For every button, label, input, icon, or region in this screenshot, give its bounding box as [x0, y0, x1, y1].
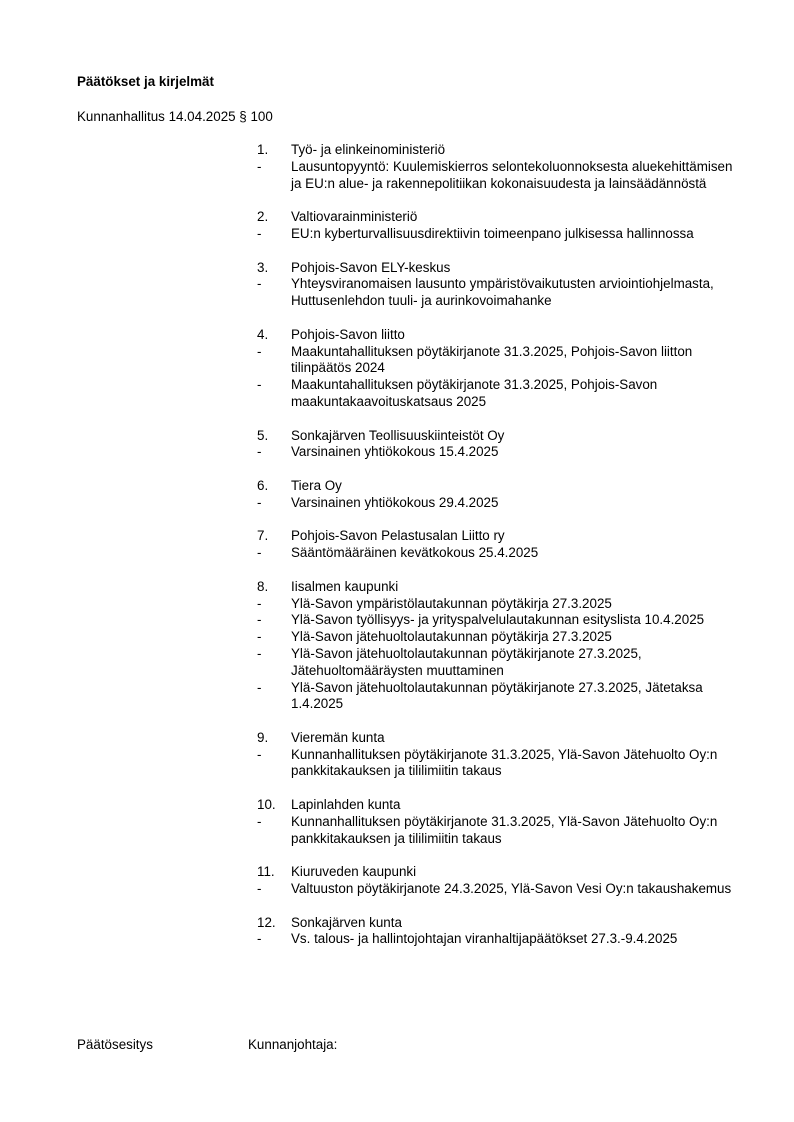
list-item-organization: Valtiovarainministeriö: [291, 209, 418, 225]
list-item: [257, 428, 737, 462]
bullet-dash: -: [257, 813, 262, 829]
list-subitem-text: Ylä-Savon ympäristölautakunnan pöytäkirja 27.3.2025: [291, 595, 612, 611]
list-item-organization: Iisalmen kaupunki: [291, 578, 399, 594]
bullet-dash: -: [257, 343, 262, 359]
list-subitem-text: Yhteysviranomaisen lausunto ympäristövaikutusten arviointiohjelmasta, Huttusenlehdon tuuli- ja aurinkovoimahanke: [291, 276, 714, 309]
list-item: [257, 579, 737, 713]
meeting-reference: Kunnanhallitus 14.04.2025 § 100: [77, 109, 273, 124]
list-item-organization: Vieremän kunta: [291, 729, 385, 745]
bullet-dash: -: [257, 629, 262, 645]
bullet-dash: -: [257, 494, 262, 510]
list-item: [257, 209, 737, 243]
list-item-heading: [257, 864, 737, 881]
list-item-heading: [257, 209, 737, 226]
bullet-dash: -: [257, 377, 262, 393]
list-item-heading: [257, 327, 737, 344]
list-subitem: [257, 646, 737, 680]
bullet-dash: -: [257, 545, 262, 561]
list-item-organization: Pohjois-Savon Pelastusalan Liitto ry: [291, 528, 505, 544]
list-subitem: [257, 444, 737, 461]
list-item-heading: [257, 478, 737, 495]
list-item-organization: Tiera Oy: [291, 477, 342, 493]
list-item-number: 9.: [257, 729, 269, 745]
list-subitem: [257, 596, 737, 613]
proposer-label: Kunnanjohtaja:: [248, 1037, 338, 1052]
decision-list: [257, 142, 737, 965]
list-item-number: 6.: [257, 477, 269, 493]
bullet-dash: -: [257, 225, 262, 241]
list-item-organization: Kiuruveden kaupunki: [291, 864, 417, 880]
list-subitem-text: Ylä-Savon jätehuoltolautakunnan pöytäkirjanote 27.3.2025, Jätetaksa 1.4.2025: [291, 679, 703, 712]
list-item-heading: [257, 579, 737, 596]
list-subitem: [257, 629, 737, 646]
list-subitem-text: Varsinainen yhtiökokous 15.4.2025: [291, 444, 499, 460]
bullet-dash: -: [257, 158, 262, 174]
list-subitem-text: Lausuntopyyntö: Kuulemiskierros selontekoluonnoksesta aluekehittämisen ja EU:n alue- ja rakennepolitiikan kokonaisuudesta ja lainsäädännöstä: [291, 158, 733, 191]
list-item: [257, 142, 737, 192]
page-title: Päätökset ja kirjelmät: [77, 74, 214, 89]
list-item-organization: Lapinlahden kunta: [291, 797, 401, 813]
list-item-organization: Pohjois-Savon ELY-keskus: [291, 259, 451, 275]
proposal-label: Päätösesitys: [77, 1037, 153, 1052]
list-item-heading: [257, 142, 737, 159]
list-item: [257, 478, 737, 512]
bullet-dash: -: [257, 276, 262, 292]
list-item-number: 5.: [257, 427, 269, 443]
list-item-heading: [257, 730, 737, 747]
list-subitem-text: Sääntömääräinen kevätkokous 25.4.2025: [291, 545, 539, 561]
list-subitem-text: Maakuntahallituksen pöytäkirjanote 31.3.2025, Pohjois-Savon maakuntakaavoituskatsaus 2025: [291, 377, 658, 409]
list-item-number: 10.: [257, 797, 276, 813]
list-item-heading: [257, 797, 737, 814]
list-item-organization: Työ- ja elinkeinoministeriö: [291, 142, 446, 157]
bullet-dash: -: [257, 612, 262, 628]
list-subitem-text: Maakuntahallituksen pöytäkirjanote 31.3.2025, Pohjois-Savon liitton tilinpäätös 2024: [291, 343, 693, 376]
list-item-organization: Sonkajärven Teollisuuskiinteistöt Oy: [291, 427, 505, 443]
list-subitem-text: Vs. talous- ja hallintojohtajan viranhaltijapäätökset 27.3.-9.4.2025: [291, 931, 678, 947]
list-subitem: [257, 344, 737, 378]
list-item-number: 8.: [257, 578, 269, 594]
list-item-heading: [257, 260, 737, 277]
list-subitem-text: Valtuuston pöytäkirjanote 24.3.2025, Ylä-Savon Vesi Oy:n takaushakemus: [291, 881, 732, 897]
list-subitem: [257, 680, 737, 714]
list-subitem: [257, 545, 737, 562]
list-subitem: [257, 226, 737, 243]
list-subitem-text: Kunnanhallituksen pöytäkirjanote 31.3.2025, Ylä-Savon Jätehuolto Oy:n pankkitakauksen ja tililimiitin takaus: [291, 813, 718, 846]
list-item: [257, 260, 737, 310]
list-item: [257, 864, 737, 898]
bullet-dash: -: [257, 645, 262, 661]
list-subitem: [257, 276, 737, 310]
list-subitem-text: Ylä-Savon jätehuoltolautakunnan pöytäkirja 27.3.2025: [291, 629, 612, 645]
list-subitem: [257, 881, 737, 898]
list-item: [257, 915, 737, 949]
list-subitem: [257, 612, 737, 629]
list-subitem-text: Varsinainen yhtiökokous 29.4.2025: [291, 494, 499, 510]
list-subitem: [257, 931, 737, 948]
list-subitem: [257, 159, 737, 193]
list-subitem-text: Kunnanhallituksen pöytäkirjanote 31.3.2025, Ylä-Savon Jätehuolto Oy:n pankkitakauksen ja tililimiitin takaus: [291, 746, 718, 779]
list-item: [257, 528, 737, 562]
list-item-heading: [257, 915, 737, 932]
list-item: [257, 730, 737, 780]
bullet-dash: -: [257, 595, 262, 611]
list-item: [257, 797, 737, 847]
bullet-dash: -: [257, 931, 262, 947]
list-subitem: [257, 495, 737, 512]
list-item-number: 7.: [257, 528, 269, 544]
list-item-number: 4.: [257, 326, 269, 342]
list-item-number: 11.: [257, 864, 275, 880]
list-subitem: [257, 377, 737, 411]
list-subitem: [257, 747, 737, 781]
list-subitem: [257, 814, 737, 848]
list-item-organization: Sonkajärven kunta: [291, 914, 402, 930]
list-item-number: 2.: [257, 209, 269, 225]
bullet-dash: -: [257, 679, 262, 695]
list-item-organization: Pohjois-Savon liitto: [291, 326, 405, 342]
bullet-dash: -: [257, 444, 262, 460]
list-item: [257, 327, 737, 411]
list-item-heading: [257, 428, 737, 445]
list-subitem-text: EU:n kyberturvallisuusdirektiivin toimeenpano julkisessa hallinnossa: [291, 225, 694, 241]
list-item-number: 1.: [257, 142, 269, 157]
bullet-dash: -: [257, 881, 262, 897]
list-subitem-text: Ylä-Savon jätehuoltolautakunnan pöytäkirjanote 27.3.2025, Jätehuoltomääräysten muuttaminen: [291, 645, 642, 678]
list-item-number: 12.: [257, 914, 276, 930]
list-item-heading: [257, 528, 737, 545]
list-item-number: 3.: [257, 259, 269, 275]
bullet-dash: -: [257, 746, 262, 762]
list-subitem-text: Ylä-Savon työllisyys- ja yrityspalvelulautakunnan esityslista 10.4.2025: [291, 612, 705, 628]
